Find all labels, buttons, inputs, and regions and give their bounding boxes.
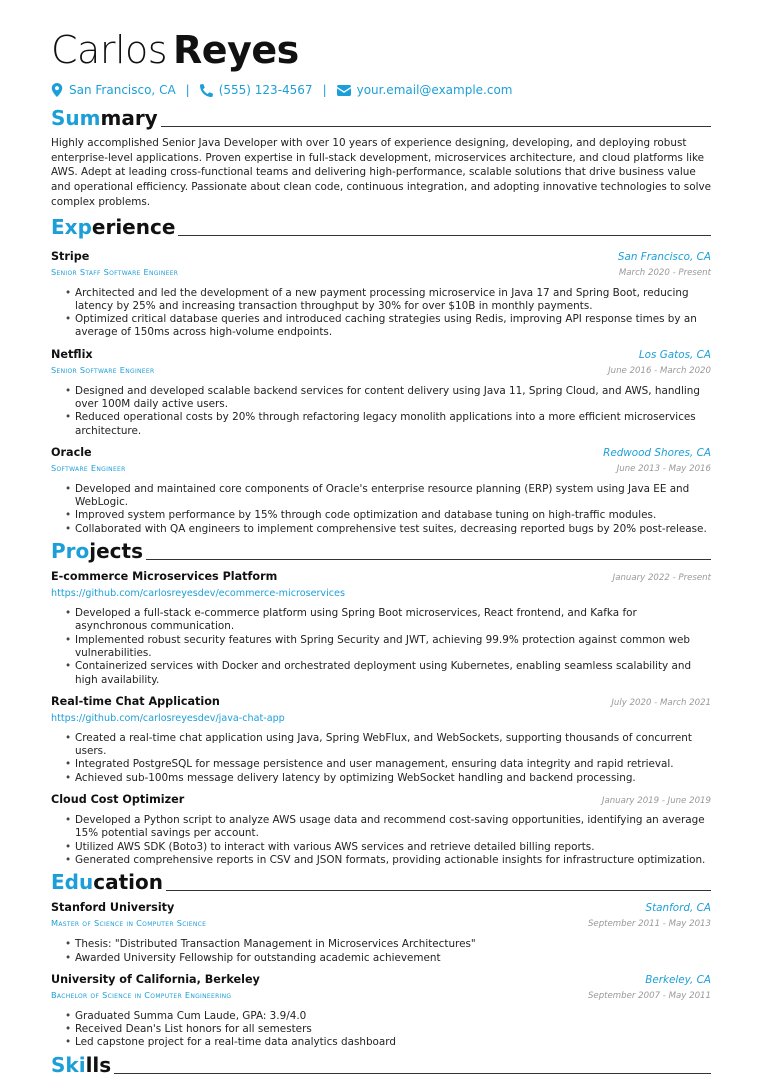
title-accent: Edu	[51, 870, 94, 895]
section-title	[51, 215, 175, 239]
job-location: Los Gatos, CA	[638, 348, 711, 361]
bullet-item: • Thesis: "Distributed Transaction Management in Microservices Architectures"	[75, 938, 711, 951]
phone-icon	[200, 84, 213, 97]
project-bullets	[51, 814, 711, 867]
title-accent: Sum	[51, 106, 101, 130]
bullet-item: • Integrated PostgreSQL for message persistence and user management, ensuring data integrity and rapid retrieval.	[75, 758, 711, 771]
job-location: San Francisco, CA	[617, 250, 711, 263]
section-rule	[166, 890, 711, 891]
contact-line	[51, 82, 711, 98]
project-dates: January 2022 - Present	[612, 573, 711, 584]
school-name: Stanford University	[51, 901, 175, 915]
section-rule	[161, 126, 711, 127]
title-rest: erience	[91, 214, 176, 239]
school-location: Berkeley, CA	[645, 973, 711, 986]
bullet-item: • Collaborated with QA engineers to implement comprehensive test suites, decreasing reported bugs by 20% post-release.	[75, 523, 711, 536]
project-link[interactable]: https://github.com/carlosreyesdev/java-chat-app	[51, 712, 285, 724]
phone-text: (555) 123-4567	[218, 83, 313, 97]
job-title: Software Engineer	[51, 462, 126, 473]
last-name: Reyes	[173, 28, 299, 72]
title-accent: Pro	[51, 539, 90, 564]
title-accent: Exp	[51, 214, 92, 239]
experience-entry	[51, 347, 711, 438]
project-dates: January 2019 - June 2019	[601, 796, 711, 807]
bullet-item: • Implemented robust security features with Spring Security and JWT, achieving 99.9% protection against common web vulnerabilities.	[75, 634, 711, 661]
project-link[interactable]: https://github.com/carlosreyesdev/ecommerce-microservices	[51, 588, 345, 600]
bullet-item: • Utilized AWS SDK (Boto3) to interact with various AWS services and retrieve detailed billing reports.	[75, 841, 711, 854]
education-entry	[51, 900, 711, 965]
candidate-name	[51, 28, 711, 72]
bullet-item: • Led capstone project for a real-time data analytics dashboard	[75, 1036, 711, 1049]
first-name: Carlos	[51, 28, 168, 72]
bullet-item: • Reduced operational costs by 20% through refactoring legacy monolith applications into a more efficient microservices architecture.	[75, 411, 711, 438]
education-entry	[51, 972, 711, 1050]
summary-heading	[51, 106, 711, 130]
bullet-item: • Containerized services with Docker and orchestrated deployment using Kubernetes, enabling seamless scalability and high availability.	[75, 660, 711, 687]
email-item[interactable]	[337, 82, 513, 98]
project-entry	[51, 694, 711, 785]
project-dates: July 2020 - March 2021	[611, 697, 711, 708]
title-rest: cation	[93, 870, 163, 895]
envelope-icon	[337, 85, 351, 96]
resume-page	[51, 0, 711, 1077]
project-bullets	[51, 607, 711, 687]
location-text: San Francisco, CA	[69, 83, 176, 97]
degree: Master of Science in Computer Science	[51, 918, 207, 929]
education-heading	[51, 870, 711, 894]
bullet-item: • Awarded University Fellowship for outstanding academic achievement	[75, 952, 711, 965]
bullet-item: • Designed and developed scalable backend services for content delivery using Java 11, Spring Cloud, and AWS, handling over 100M daily active users.	[75, 385, 711, 412]
project-name: Cloud Cost Optimizer	[51, 793, 185, 807]
bullet-item: • Developed a Python script to analyze AWS usage data and recommend cost-saving opportunities, identifying an average 15% potential savings per account.	[75, 814, 711, 841]
project-entry	[51, 792, 711, 867]
bullet-item: • Achieved sub-100ms message delivery latency by optimizing WebSocket handling and backend processing.	[75, 772, 711, 785]
school-name: University of California, Berkeley	[51, 972, 260, 986]
bullet-item: • Graduated Summa Cum Laude, GPA: 3.9/4.0	[75, 1010, 711, 1023]
email-text: your.email@example.com	[356, 83, 513, 97]
projects-heading	[51, 539, 711, 563]
summary-text: Highly accomplished Senior Java Developer with over 10 years of experience designing, developing, and deploying robust enterprise-level applications. Proven expertise in full-stack development, microservices architecture, and cloud platforms like AWS. Adept at leading cross-functional teams and delivering high-performance, scalable solutions that drive business value and operational efficiency. Passionate about clean code, continuous integration, and adopting innovative technologies to solve complex problems.	[51, 137, 712, 208]
bullet-item: • Improved system performance by 15% through code optimization and database tuning on high-traffic modules.	[75, 509, 711, 522]
map-pin-icon	[51, 83, 63, 97]
degree: Bachelor of Science in Computer Engineering	[51, 989, 232, 1000]
title-accent: Ski	[51, 1052, 86, 1077]
project-bullets	[51, 732, 711, 785]
job-dates: March 2020 - Present	[618, 267, 711, 278]
experience-heading	[51, 215, 711, 239]
bullet-item: • Optimized critical database queries and introduced caching strategies using Redis, improving API response times by an average of 150ms across high-volume endpoints.	[75, 313, 711, 340]
experience-entry	[51, 445, 711, 536]
education-bullets	[51, 938, 711, 965]
school-dates: September 2011 - May 2013	[587, 919, 711, 930]
location-item	[51, 82, 176, 98]
phone-item[interactable]	[200, 82, 313, 98]
company-name: Oracle	[51, 445, 92, 459]
company-name: Stripe	[51, 249, 90, 263]
section-rule	[114, 1073, 711, 1074]
education-bullets	[51, 1010, 711, 1050]
job-bullets	[51, 385, 711, 438]
bullet-item: • Architected and led the development of a new payment processing microservice in Java 17 and Spring Boot, reducing latency by 25% and increasing transaction throughput by 30% for over $10B in monthly payments.	[75, 287, 711, 314]
project-name: E-commerce Microservices Platform	[51, 570, 278, 584]
section-title	[51, 106, 158, 130]
bullet-item: • Created a real-time chat application using Java, Spring WebFlux, and WebSockets, supporting thousands of concurrent users.	[75, 732, 711, 759]
experience-entry	[51, 249, 711, 340]
contact-separator: |	[322, 83, 327, 97]
bullet-item: • Developed a full-stack e-commerce platform using Spring Boot microservices, React frontend, and Kafka for asynchronous communication.	[75, 607, 711, 634]
job-bullets	[51, 483, 711, 536]
company-name: Netflix	[51, 347, 93, 361]
job-title: Senior Software Engineer	[51, 364, 155, 375]
section-title	[51, 870, 163, 894]
school-location: Stanford, CA	[645, 902, 711, 915]
job-dates: June 2016 - March 2020	[608, 365, 711, 376]
job-bullets	[51, 287, 711, 340]
job-title: Senior Staff Software Engineer	[51, 266, 179, 277]
section-rule	[178, 235, 711, 236]
bullet-item: • Generated comprehensive reports in CSV and JSON formats, providing actionable insights for infrastructure optimization.	[75, 854, 711, 867]
project-entry	[51, 569, 711, 687]
title-rest: mary	[100, 106, 158, 130]
bullet-item: • Received Dean's List honors for all semesters	[75, 1023, 711, 1036]
section-title	[51, 539, 143, 563]
job-dates: June 2013 - May 2016	[616, 463, 711, 474]
bullet-item: • Developed and maintained core components of Oracle's enterprise resource planning (ERP) system using Java EE and WebLogic.	[75, 483, 711, 510]
school-dates: September 2007 - May 2011	[587, 990, 711, 1001]
section-title	[51, 1053, 111, 1077]
section-rule	[146, 559, 711, 560]
title-rest: lls	[85, 1052, 112, 1077]
skills-heading	[51, 1053, 711, 1077]
title-rest: jects	[89, 539, 144, 564]
job-location: Redwood Shores, CA	[603, 446, 711, 459]
project-name: Real-time Chat Application	[51, 694, 220, 708]
contact-separator: |	[185, 83, 190, 97]
